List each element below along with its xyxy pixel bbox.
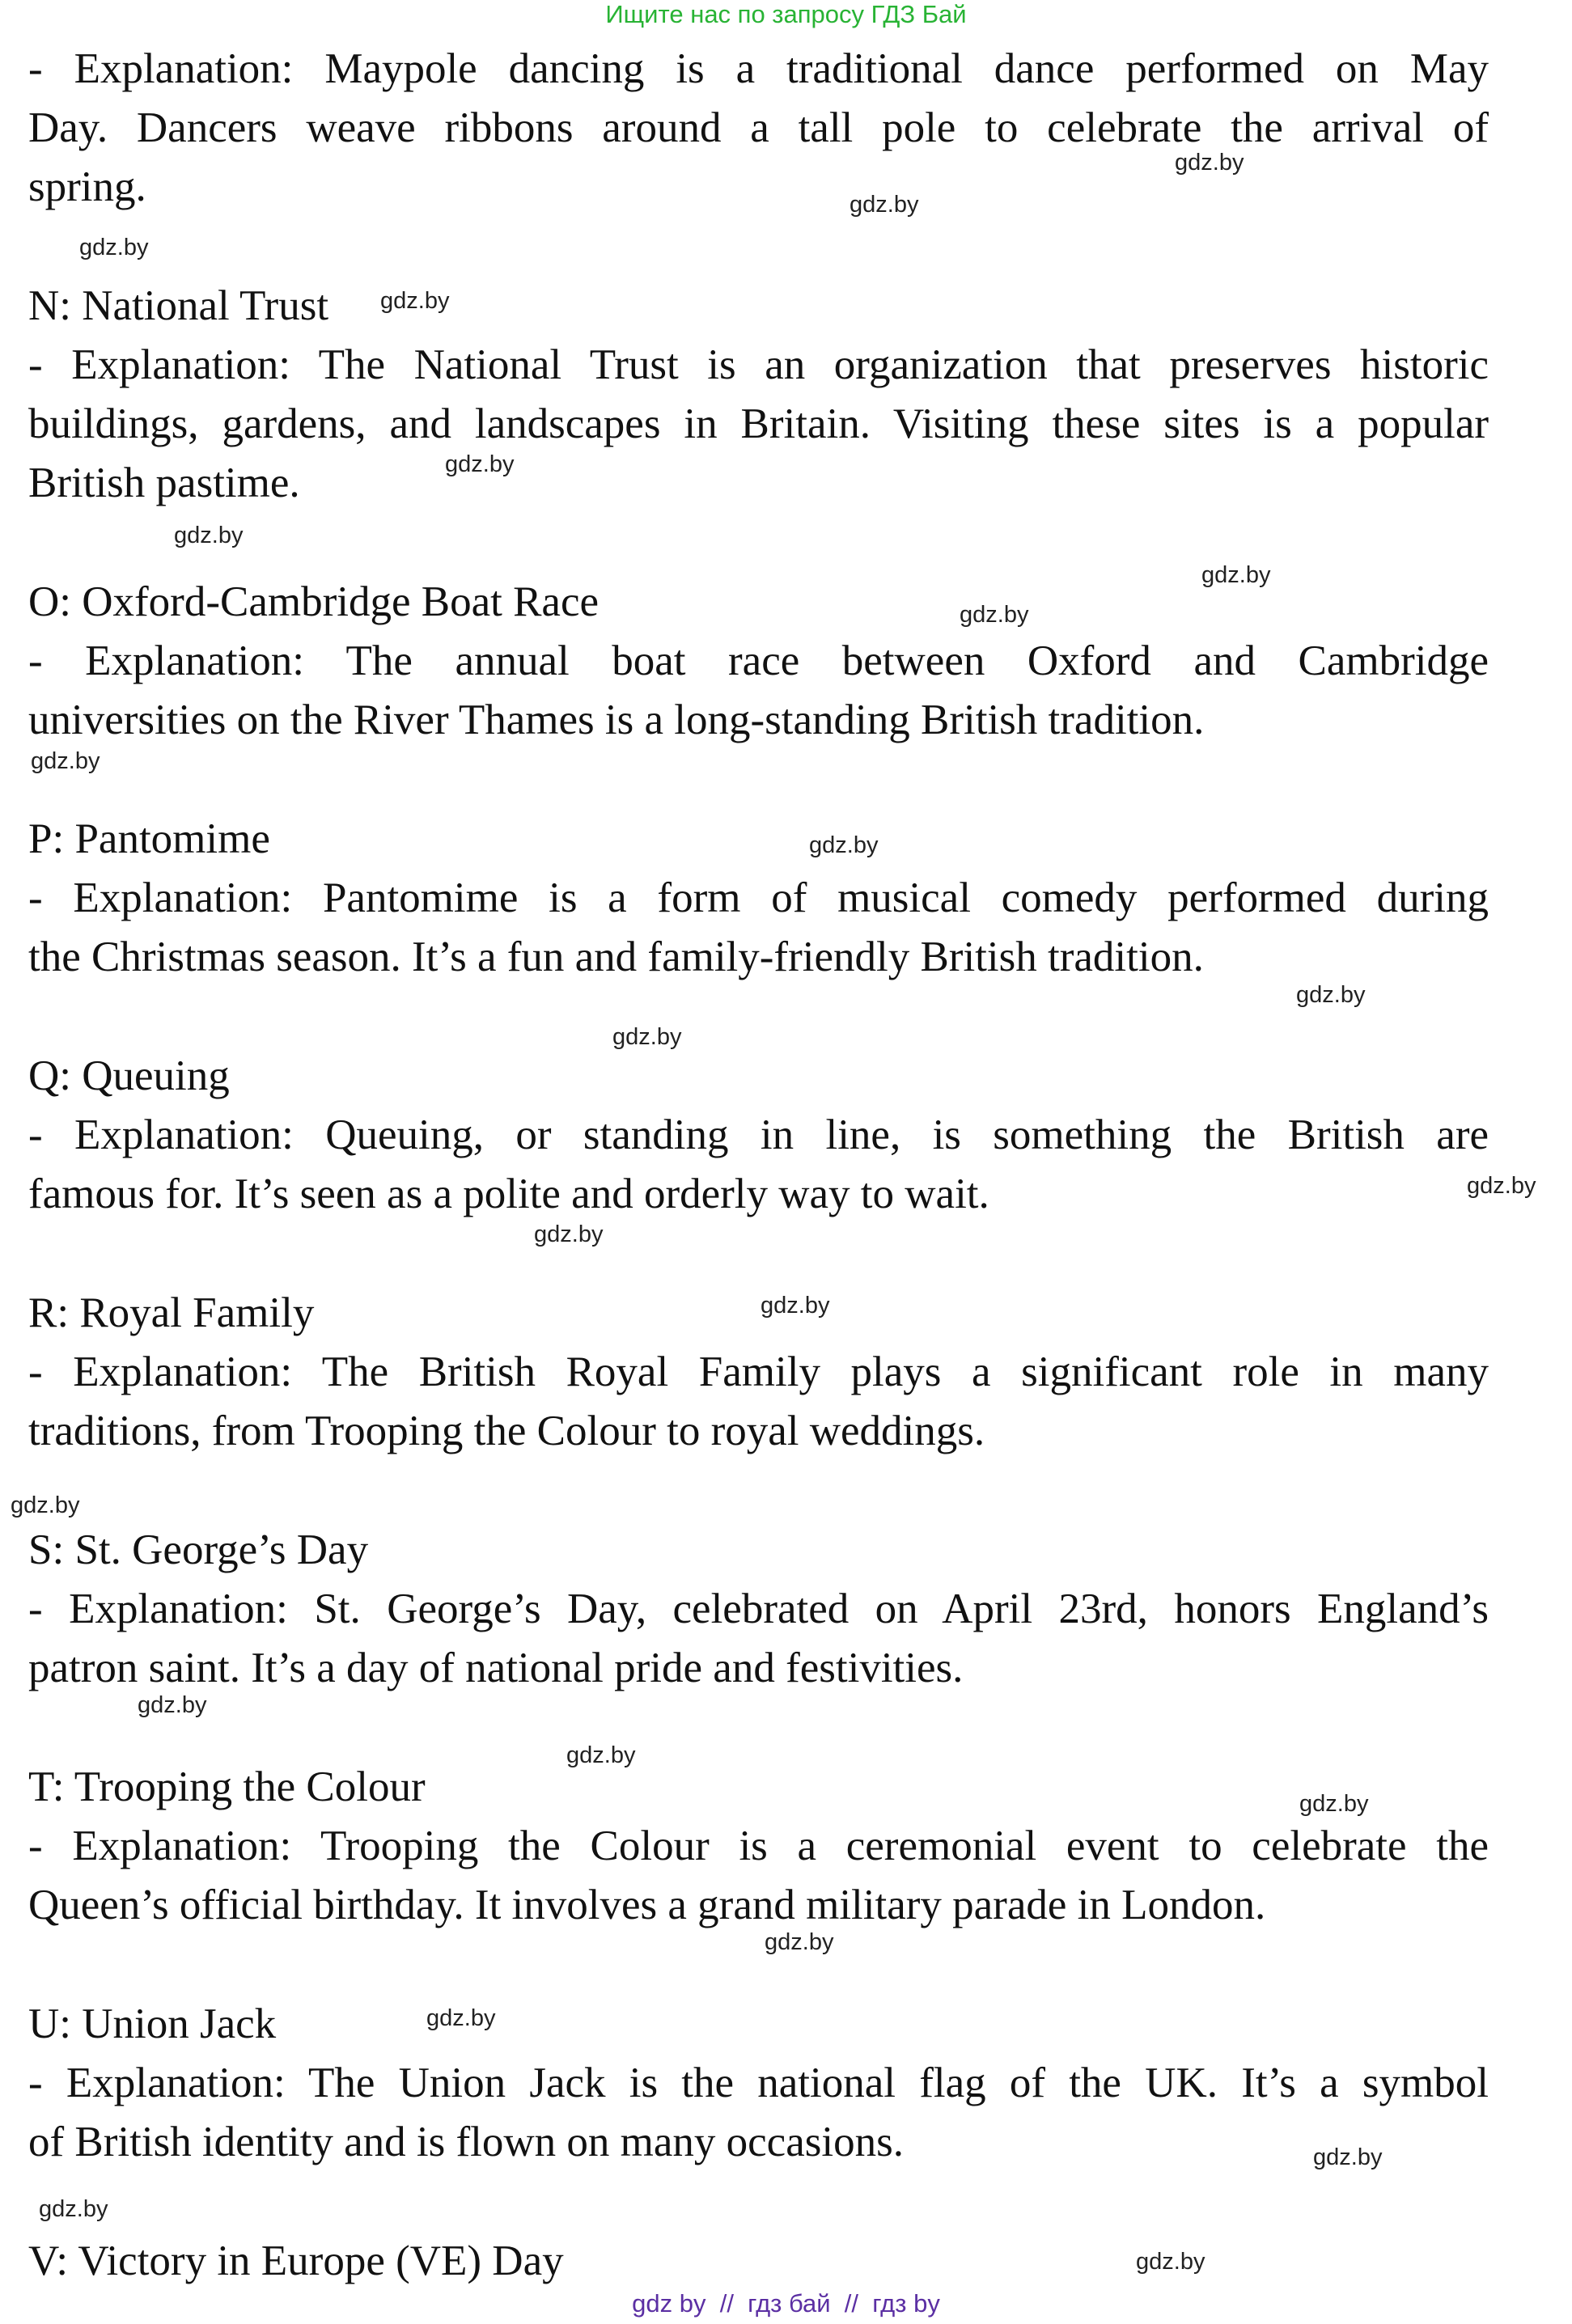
text-line: - Explanation: Maypole dancing is a traditional dance performed on May xyxy=(28,45,1489,92)
text-line: patron saint. It’s a day of national pride and festivities. xyxy=(28,1645,964,1691)
watermark: gdz.by xyxy=(31,748,100,774)
watermark: gdz.by xyxy=(960,602,1029,628)
text-line: - Explanation: Trooping the Colour is a ceremonial event to celebrate the xyxy=(28,1822,1489,1869)
text-line: - Explanation: The British Royal Family plays a significant role in many xyxy=(28,1348,1489,1395)
section-heading-r: R: Royal Family xyxy=(28,1289,315,1336)
section-heading-v: V: Victory in Europe (VE) Day xyxy=(28,2237,564,2284)
watermark: gdz.by xyxy=(1136,2249,1205,2275)
watermark: gdz.by xyxy=(850,192,919,218)
section-heading-t: T: Trooping the Colour xyxy=(28,1763,426,1810)
top-banner: Ищите нас по запросу ГДЗ Бай xyxy=(605,0,967,28)
watermark: gdz.by xyxy=(1467,1173,1536,1199)
text-line: British pastime. xyxy=(28,459,300,506)
text-line: - Explanation: St. George’s Day, celebrated on April 23rd, honors England’s xyxy=(28,1585,1489,1632)
watermark: gdz.by xyxy=(445,451,515,477)
watermark: gdz.by xyxy=(174,523,244,548)
text-line: famous for. It’s seen as a polite and orderly way to wait. xyxy=(28,1170,989,1217)
text-line: - Explanation: Pantomime is a form of musical comedy performed during xyxy=(28,874,1489,921)
text-line: - Explanation: The National Trust is an organization that preserves historic xyxy=(28,341,1489,388)
section-heading-p: P: Pantomime xyxy=(28,815,270,862)
text-line: Day. Dancers weave ribbons around a tall pole to celebrate the arrival of xyxy=(28,104,1489,151)
text-line: the Christmas season. It’s a fun and family-friendly British tradition. xyxy=(28,933,1204,980)
section-heading-q: Q: Queuing xyxy=(28,1052,230,1099)
text-line: - Explanation: Queuing, or standing in line, is something the British are xyxy=(28,1111,1489,1158)
text-line: - Explanation: The annual boat race between Oxford and Cambridge xyxy=(28,637,1489,684)
watermark: gdz.by xyxy=(1296,982,1366,1008)
footer-links: gdz by // гдз бай // гдз by xyxy=(632,2289,940,2318)
watermark: gdz.by xyxy=(612,1024,682,1050)
watermark: gdz.by xyxy=(426,2005,496,2031)
section-heading-n: N: National Trust xyxy=(28,282,329,329)
text-line: buildings, gardens, and landscapes in Britain. Visiting these sites is a popular xyxy=(28,400,1489,447)
watermark: gdz.by xyxy=(11,1492,80,1518)
watermark: gdz.by xyxy=(566,1742,636,1768)
text-line: - Explanation: The Union Jack is the national flag of the UK. It’s a symbol xyxy=(28,2059,1489,2106)
text-line: Queen’s official birthday. It involves a grand military parade in London. xyxy=(28,1882,1266,1928)
watermark: gdz.by xyxy=(1201,562,1271,588)
section-heading-u: U: Union Jack xyxy=(28,2000,277,2047)
watermark: gdz.by xyxy=(1299,1791,1369,1817)
watermark: gdz.by xyxy=(809,832,879,858)
watermark: gdz.by xyxy=(534,1221,604,1247)
watermark: gdz.by xyxy=(380,288,450,314)
section-heading-o: O: Oxford-Cambridge Boat Race xyxy=(28,578,599,625)
watermark: gdz.by xyxy=(1313,2144,1383,2170)
section-heading-s: S: St. George’s Day xyxy=(28,1526,369,1573)
watermark: gdz.by xyxy=(765,1929,834,1955)
watermark: gdz.by xyxy=(1175,150,1244,176)
watermark: gdz.by xyxy=(761,1293,830,1319)
watermark: gdz.by xyxy=(79,235,149,260)
text-line: of British identity and is flown on many occasions. xyxy=(28,2119,904,2165)
text-line: traditions, from Trooping the Colour to royal weddings. xyxy=(28,1408,985,1454)
text-line: universities on the River Thames is a long-standing British tradition. xyxy=(28,696,1205,743)
watermark: gdz.by xyxy=(39,2196,108,2222)
text-line: spring. xyxy=(28,163,146,210)
watermark: gdz.by xyxy=(138,1692,207,1718)
